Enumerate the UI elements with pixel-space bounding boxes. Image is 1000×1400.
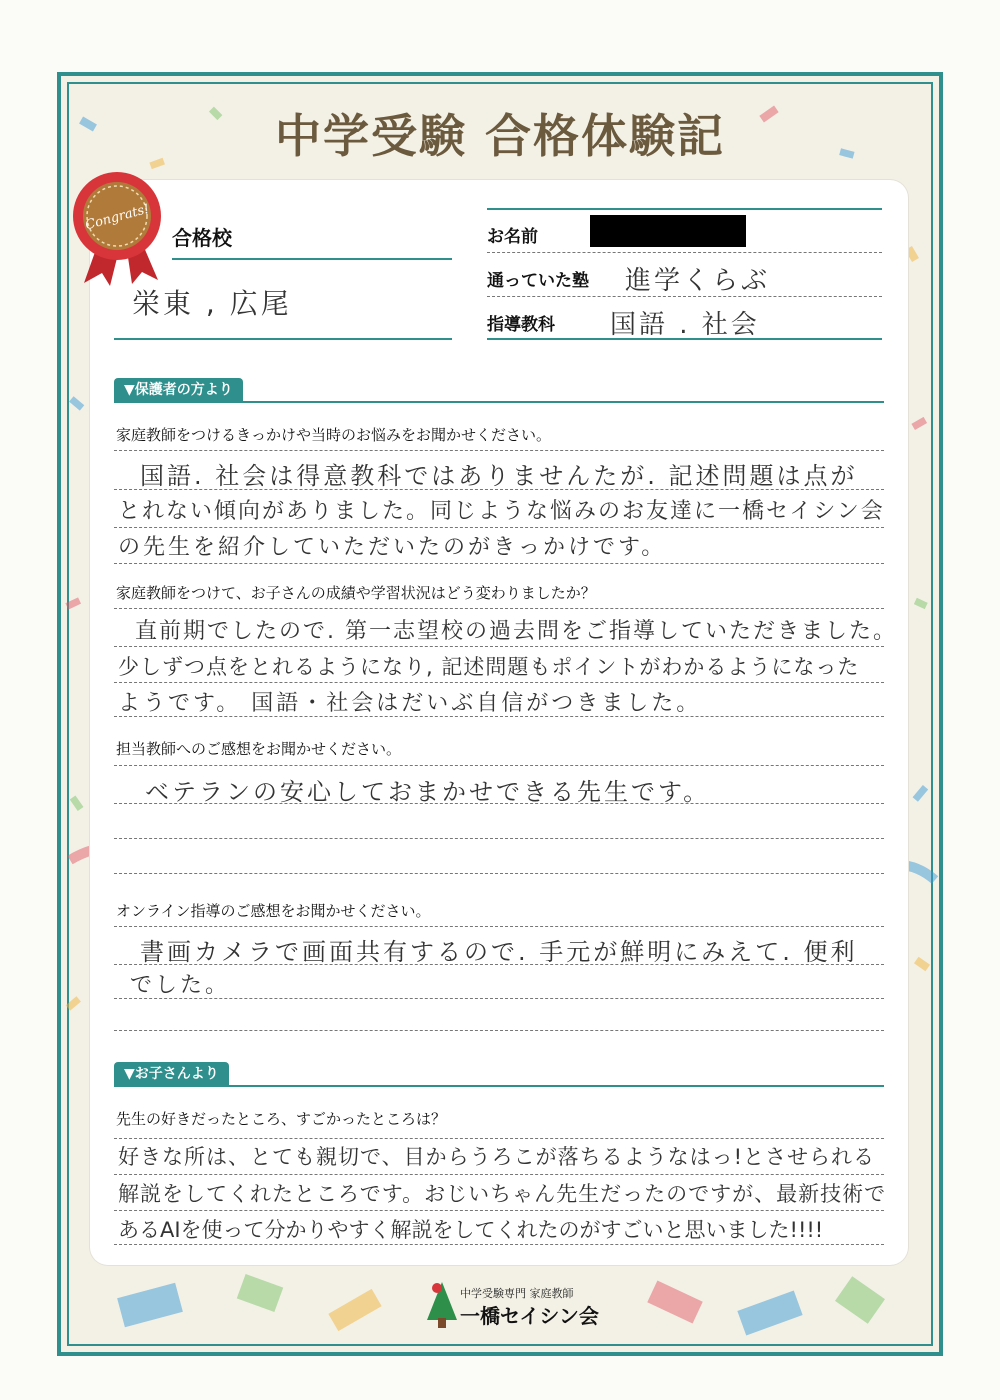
name-top-rule: [487, 208, 882, 210]
answer-rule: [114, 926, 884, 927]
juku-label: 通っていた塾: [487, 271, 589, 291]
parent-answer-2-line-2: 少しずつ点をとれるようになり, 記述問題もポイントがわかるようになった: [118, 655, 860, 679]
child-question-1: 先生の好きだったところ、すごかったところは？: [116, 1110, 447, 1128]
answer-rule: [114, 1030, 884, 1031]
school-value-rule: [114, 338, 452, 340]
parent-question-1: 家庭教師をつけるきっかけや当時のお悩みをお聞かせください。: [116, 426, 552, 444]
answer-rule: [114, 998, 884, 999]
answer-rule: [114, 450, 884, 451]
answer-rule: [114, 1244, 884, 1245]
answer-rule: [114, 608, 884, 609]
parent-section-heading: ▼保護者の方より: [114, 378, 243, 402]
subject-value: 国語 . 社会: [610, 310, 760, 340]
juku-rule: [487, 296, 882, 297]
school-value: 栄東 , 広尾: [132, 287, 292, 320]
tree-logo-icon: [425, 1280, 459, 1330]
parent-question-4: オンライン指導のご感想をお聞かせください。: [116, 902, 431, 920]
page-title: 中学受験 合格体験記: [274, 109, 725, 163]
parent-answer-2-line-3: ようです。 国語・社会はだいぶ自信がつきました。: [118, 691, 702, 716]
answer-rule: [114, 682, 884, 683]
answer-rule: [114, 838, 884, 839]
parent-answer-4-line-2: でした。: [130, 973, 231, 998]
answer-rule: [114, 646, 884, 647]
logo-name: 一橋セイシン会: [460, 1304, 599, 1328]
answer-rule: [114, 1210, 884, 1211]
congrats-text: Congrats!: [83, 201, 151, 234]
child-section-heading: ▼お子さんより: [114, 1062, 229, 1086]
answer-rule: [114, 563, 884, 564]
answer-rule: [114, 1138, 884, 1139]
parent-answer-1-line-2: とれない傾向がありました。同じような悩みのお友達に一橋セイシン会: [118, 499, 885, 524]
answer-rule: [114, 489, 884, 490]
child-answer-1-line-1: 好きな所は、とても親切で、目からうろこが落ちるようなはっ!とさせられる: [118, 1145, 875, 1169]
answer-rule: [114, 1174, 884, 1175]
parent-answer-1-line-1: 国語. 社会は得意教科ではありませんたが. 記述問題は点が: [140, 462, 858, 490]
name-rule: [487, 252, 882, 253]
logo-tagline: 中学受験専門 家庭教師: [460, 1287, 574, 1300]
name-redacted: [590, 215, 746, 247]
form-card: [90, 180, 908, 1265]
parent-answer-1-line-3: の先生を紹介していただいたのがきっかけです。: [118, 535, 667, 560]
subject-label: 指導教科: [487, 315, 555, 335]
juku-value: 進学くらぶ: [625, 266, 771, 296]
child-answer-1-line-3: あるAIを使って分かりやすく解説をしてくれたのがすごいと思いました!!!!: [118, 1218, 824, 1242]
parent-question-2: 家庭教師をつけて、お子さんの成績や学習状況はどう変わりましたか？: [116, 584, 596, 602]
subject-rule: [487, 338, 882, 340]
answer-rule: [114, 765, 884, 766]
answer-rule: [114, 716, 884, 717]
answer-rule: [114, 873, 884, 874]
parent-answer-4-line-1: 書画カメラで画面共有するので. 手元が鮮明にみえて. 便利: [140, 938, 858, 966]
congrats-rosette-icon: [62, 168, 172, 288]
answer-rule: [114, 964, 884, 965]
answer-rule: [114, 527, 884, 528]
school-label-rule: [172, 258, 452, 260]
parent-section-line: [114, 401, 884, 403]
parent-answer-2-line-1: 直前期でしたので. 第一志望校の過去問をご指導していただきました。: [135, 619, 897, 644]
child-section-line: [114, 1085, 884, 1087]
name-label: お名前: [487, 227, 538, 247]
parent-answer-3-line-1: ベテランの安心しておまかせできる先生です。: [145, 778, 711, 806]
school-label: 合格校: [172, 226, 232, 250]
parent-question-3: 担当教師へのご感想をお聞かせください。: [116, 740, 402, 758]
child-answer-1-line-2: 解説をしてくれたところです。おじいちゃん先生だったのですが、最新技術で: [118, 1182, 887, 1206]
answer-rule: [114, 803, 884, 804]
